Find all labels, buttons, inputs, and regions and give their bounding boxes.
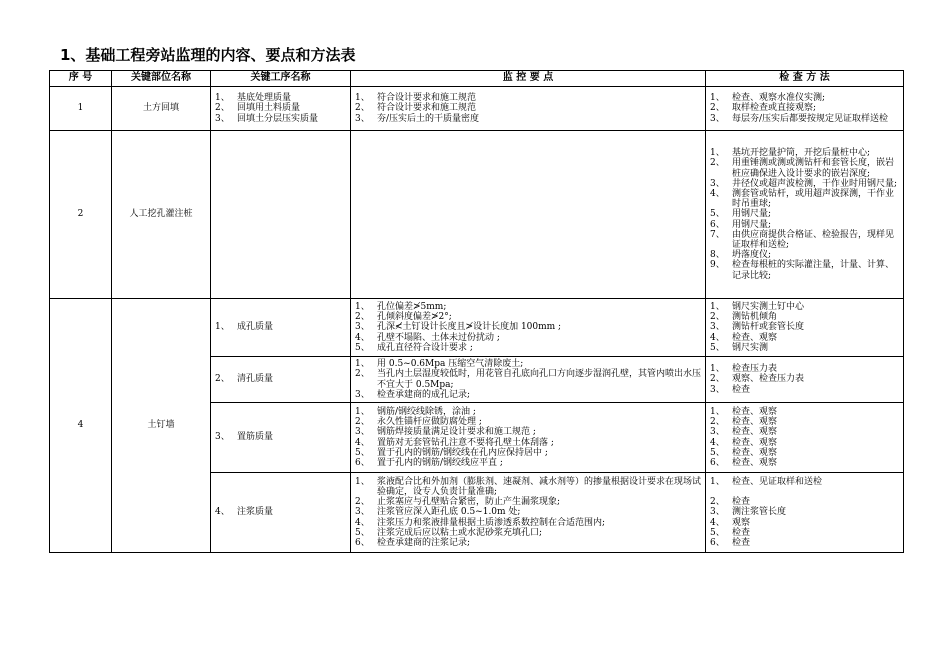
procedure-name bbox=[211, 299, 351, 357]
list-item: 6、 用钢尺量; bbox=[710, 219, 772, 230]
list-item: 2、 检查、观察 bbox=[710, 417, 778, 428]
header-part: 关键部位名称 bbox=[112, 71, 211, 87]
list-item: 5、 置于孔内的钢筋/钢绞线在孔内应保持居中 ; bbox=[355, 447, 548, 458]
control-points bbox=[351, 357, 706, 403]
header-procedure: 关键工序名称 bbox=[211, 71, 351, 87]
list-item: 2、 符合设计要求和施工规范 bbox=[355, 103, 477, 114]
list-item: 1、 用 0.5~0.6Mpa 压缩空气清除废土; bbox=[355, 359, 524, 370]
list-item: 1、 成孔质量 bbox=[215, 322, 274, 333]
list-item: 1、 浆液配合比和外加剂（膨胀剂、速凝剂、减水剂等）的掺量根据设计要求在现场试验确定，设专人负责计量准确; bbox=[355, 476, 702, 497]
row-number: 4 bbox=[50, 299, 112, 553]
check-methods bbox=[706, 131, 904, 299]
list-item: 5、 成孔直径符合设计要求 ; bbox=[355, 342, 473, 353]
list-item: 5、 检查、观察 bbox=[710, 447, 778, 458]
table-row bbox=[50, 131, 904, 299]
list-item: 4、 注浆质量 bbox=[215, 507, 274, 518]
header-no: 序 号 bbox=[50, 71, 112, 87]
list-item: 3、 夯/压实后土的干质量密度 bbox=[355, 113, 480, 124]
header-control-points: 监 控 要 点 bbox=[351, 71, 706, 87]
list-item: 4、 检查、观察 bbox=[710, 332, 778, 343]
list-item: 2、 回填用土料质量 bbox=[215, 103, 301, 114]
list-item: 2、 测钻机倾角 bbox=[710, 312, 778, 323]
procedure-list bbox=[211, 87, 351, 131]
list-item: 1、 符合设计要求和施工规范 bbox=[355, 93, 477, 104]
list-item: 5、 检查 bbox=[710, 527, 751, 538]
control-points bbox=[351, 131, 706, 299]
part-name: 土方回填 bbox=[112, 87, 211, 131]
list-item: 6、 置于孔内的钢筋/钢绞线应平直 ; bbox=[355, 457, 503, 468]
control-points bbox=[351, 473, 706, 553]
list-item: 3、 检查承建商的成孔记录; bbox=[355, 389, 471, 400]
table-row bbox=[50, 87, 904, 131]
check-methods bbox=[706, 473, 904, 553]
list-item: 1、 检查、见证取样和送检 bbox=[710, 476, 823, 487]
header-check-method: 检 查 方 法 bbox=[706, 71, 904, 87]
list-item: 3、 置筋质量 bbox=[215, 432, 274, 443]
list-item: 3、 每层夯/压实后都要按规定见证取样送检 bbox=[710, 113, 889, 124]
list-item: 4、 检查、观察 bbox=[710, 437, 778, 448]
control-points bbox=[351, 403, 706, 473]
check-methods bbox=[706, 357, 904, 403]
check-methods bbox=[706, 403, 904, 473]
list-item: 2、 永久性锚杆应做防腐处理 ; bbox=[355, 417, 482, 428]
check-methods bbox=[706, 87, 904, 131]
list-item: 1、 检查、观察 bbox=[710, 406, 778, 417]
row-number: 1 bbox=[50, 87, 112, 131]
list-item: 2、 用重锤测或测或测钻杆和套管长度，嵌岩桩应确保进入设计要求的嵌岩深度; bbox=[710, 158, 895, 179]
row-number: 2 bbox=[50, 131, 112, 299]
list-item: 3、 孔深≮土钉设计长度且≯设计长度加 100mm ; bbox=[355, 322, 562, 333]
list-item: 2、 清孔质量 bbox=[215, 374, 274, 385]
list-item: 4、 置筋对无套管钻孔注意不要将孔壁土体刮落 ; bbox=[355, 437, 554, 448]
list-item: 3、 检查 bbox=[710, 384, 751, 395]
list-item: 1、 基底处理质量 bbox=[215, 93, 292, 104]
list-item: 4、 孔壁不塌陷、土体未过份扰动 ; bbox=[355, 332, 500, 343]
list-item: 3、 测钻杆或套管长度 bbox=[710, 322, 805, 333]
list-item: 4、 观察 bbox=[710, 517, 751, 528]
header-row bbox=[50, 71, 904, 87]
list-item: 1、 基坑开挖量护筒，开挖后量桩中心; bbox=[710, 148, 871, 159]
procedure-name bbox=[211, 403, 351, 473]
list-item: 7、 由供应商提供合格证、检验报告，现样见证取样和送检; bbox=[710, 229, 895, 250]
list-item: 5、 注浆完成后应以粘土或水泥砂浆充填孔口; bbox=[355, 527, 543, 538]
list-item: 9、 检查每根桩的实际灌注量，计量、计算、记录比较; bbox=[710, 260, 895, 281]
supervision-table bbox=[49, 70, 904, 553]
list-item: 3、 注浆管应深入距孔底 0.5~1.0m 处; bbox=[355, 507, 521, 518]
list-item: 6、 检查 bbox=[710, 538, 751, 548]
check-methods bbox=[706, 299, 904, 357]
table-row bbox=[50, 299, 904, 357]
list-item: 2、 观察、检查压力表 bbox=[710, 374, 805, 385]
list-item: 3、 检查、观察 bbox=[710, 427, 778, 438]
list-item: 1、 孔位偏差≯5mm; bbox=[355, 301, 447, 312]
control-points bbox=[351, 87, 706, 131]
list-item: 3、 回填土分层压实质量 bbox=[215, 113, 319, 124]
page-title: 1、基础工程旁站监理的内容、要点和方法表 bbox=[60, 46, 356, 64]
part-name: 土钉墙 bbox=[112, 299, 211, 553]
list-item bbox=[710, 487, 899, 497]
list-item: 5、 用钢尺量; bbox=[710, 209, 772, 220]
list-item: 2、 检查 bbox=[710, 497, 751, 508]
list-item: 3、 钢筋焊接质量满足设计要求和施工规范 ; bbox=[355, 427, 536, 438]
list-item: 1、 检查压力表 bbox=[710, 364, 778, 375]
list-item: 2、 取样检查或直接观察; bbox=[710, 103, 817, 114]
list-item: 6、 检查、观察 bbox=[710, 457, 778, 468]
part-name: 人工挖孔灌注桩 bbox=[112, 131, 211, 299]
list-item: 2、 当孔内土层湿度较低时，用花管自孔底向孔口方向逐步湿润孔壁，其管内喷出水压不宜大于 0.5Mpa; bbox=[355, 369, 702, 390]
list-item: 4、 测套管或钻杆，或用超声波探测，干作业时吊重球; bbox=[710, 188, 895, 210]
list-item: 2、 止浆塞应与孔壁贴合紧密，防止产生漏浆现象; bbox=[355, 497, 561, 508]
list-item: 3、 测注浆管长度 bbox=[710, 507, 787, 518]
list-item: 2、 孔倾斜度偏差≯2°; bbox=[355, 312, 452, 323]
procedure-list bbox=[211, 131, 351, 299]
procedure-name bbox=[211, 473, 351, 553]
list-item: 6、 检查承建商的注浆记录; bbox=[355, 538, 471, 548]
list-item: 3、 井径仪或超声波检测，干作业时用钢尺量; bbox=[710, 178, 898, 189]
list-item: 1、 钢尺实测土钉中心 bbox=[710, 301, 805, 312]
procedure-name bbox=[211, 357, 351, 403]
list-item: 1、 钢筋/钢绞线除锈，涂油 ; bbox=[355, 406, 476, 417]
list-item: 4、 注浆压力和浆液排量根据土质渗透系数控制在合适范围内; bbox=[355, 517, 606, 528]
list-item: 5、 钢尺实测 bbox=[710, 342, 769, 353]
list-item: 1、 检查、观察水准仪实测; bbox=[710, 93, 826, 104]
control-points bbox=[351, 299, 706, 357]
list-item: 8、 坍落度仪; bbox=[710, 250, 772, 261]
